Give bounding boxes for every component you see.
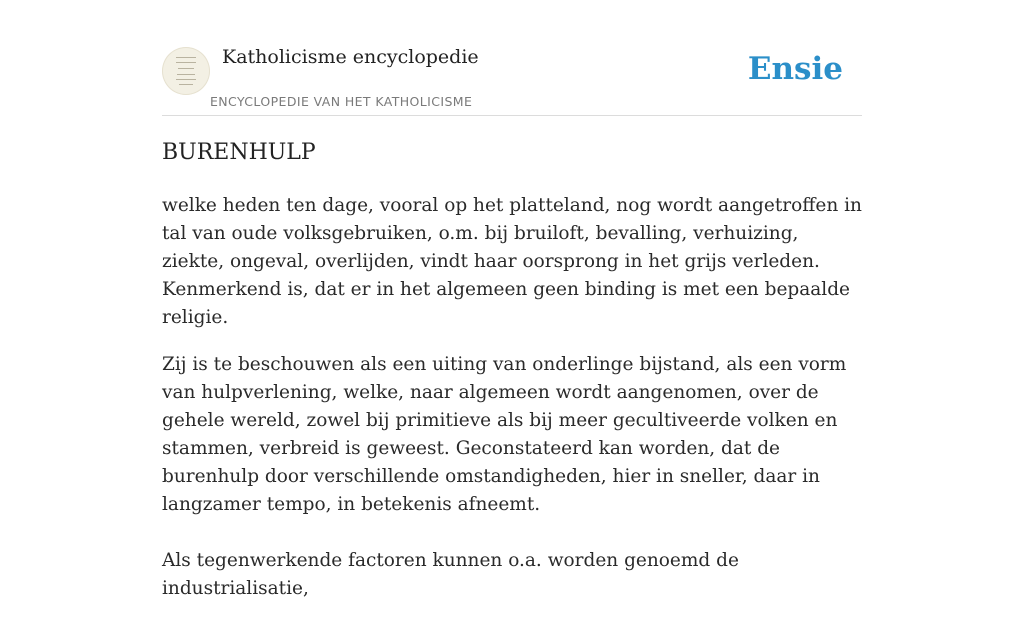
header <box>162 44 862 116</box>
ensie-logo-link[interactable]: Ensie <box>747 51 843 87</box>
entry-paragraph: welke heden ten dage, vooral op het platteland, nog wordt aangetroffen in tal van oude volksgebruiken, o.m. bij bruiloft, bevalling, verhuizing, ziekte, ongeval, overlijden, vindt haar oorsprong in het grijs verleden. Kenmerkend is, dat er in het algemeen geen binding is met een bepaalde religie. <box>162 195 862 328</box>
entry-body <box>162 192 862 622</box>
entry-paragraph: Zij is te beschouwen als een uiting van onderlinge bijstand, als een vorm van hulpverlening, welke, naar algemeen wordt aangenomen, over de gehele wereld, zowel bij primitieve als bij meer gecultiveerde volken en stammen, verbreid is geweest. Geconstateerd kan worden, dat de burenhulp door verschillende omstandigheden, hier in sneller, daar in langzamer tempo, in betekenis afneemt. <box>162 354 847 515</box>
book-subtitle: ENCYCLOPEDIE VAN HET KATHOLICISME <box>210 94 473 109</box>
book-title[interactable]: Katholicisme encyclopedie <box>222 46 479 68</box>
entry-paragraph: Als tegenwerkende factoren kunnen o.a. worden genoemd de industrialisatie, <box>162 550 739 599</box>
book-cover-thumbnail[interactable] <box>162 47 210 95</box>
entry-title: BURENHULP <box>162 140 316 165</box>
